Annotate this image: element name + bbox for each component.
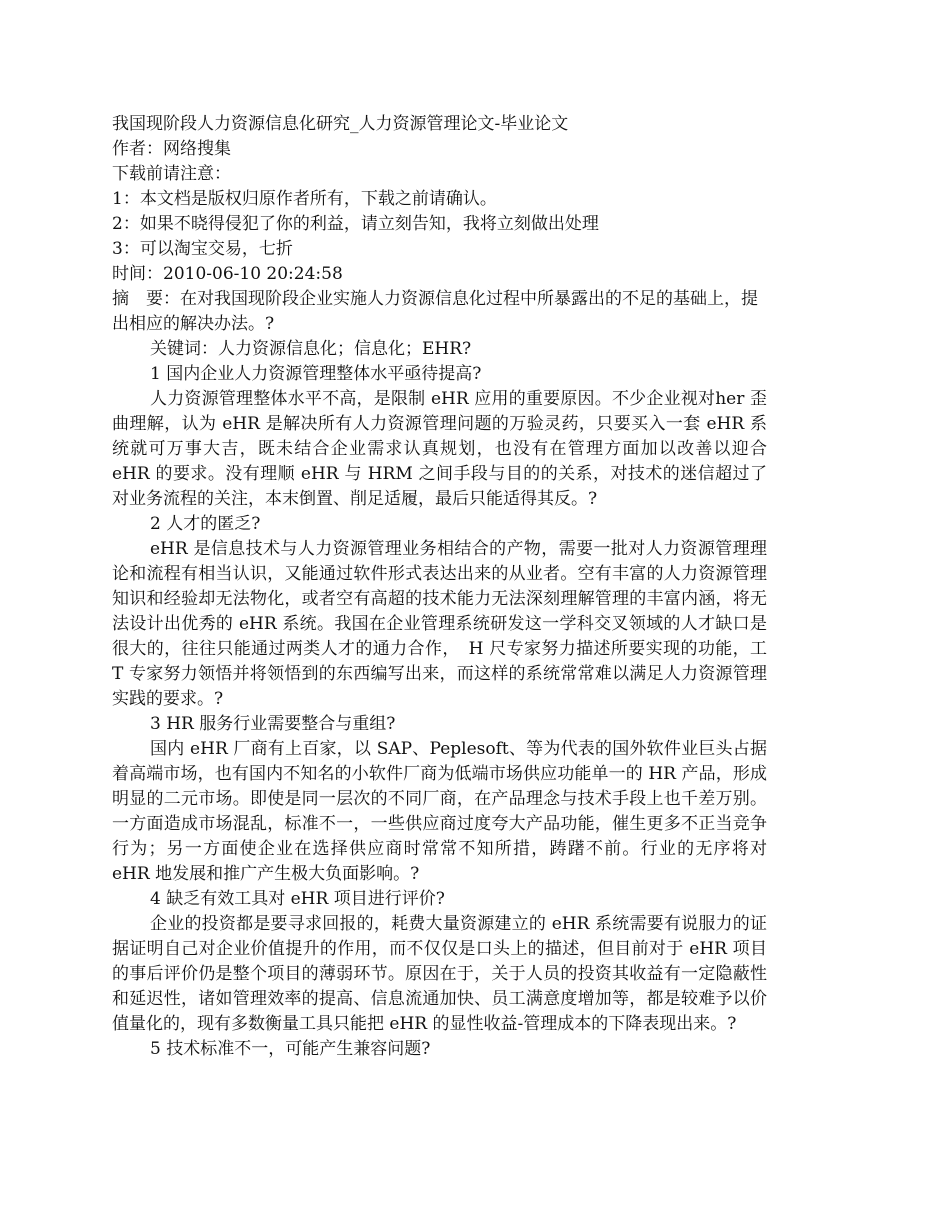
abstract: 摘 要：在对我国现阶段企业实施人力资源信息化过程中所暴露出的不足的基础上，提出相应的解决办法。? <box>112 289 758 334</box>
section-heading-1: 1 国内企业人力资源管理整体水平亟待提高? <box>150 364 482 384</box>
section-heading-4: 4 缺乏有效工具对 eHR 项目进行评价? <box>150 889 445 909</box>
section-body-4: 企业的投资都是要寻求回报的，耗费大量资源建立的 eHR 系统需要有说服力的证据证明自己对企业价值提升的作用，而不仅仅是口头上的描述，但目前对于 eHR 项目的事后评价仍是整个项目的薄弱环节。原因在于，关于人员的投资其收益有一定隐蔽性和延迟性，诸如管理效率的提高、信息流通加快、员工满意度增加等，都是较难予以价值量化的，现有多数衡量工具只能把 eHR 的显性收益-管理成本的下降表现出来。? <box>112 914 767 1034</box>
section-heading-5: 5 技术标准不一，可能产生兼容问题? <box>150 1039 431 1059</box>
keywords: 关键词：人力资源信息化；信息化；EHR? <box>150 339 472 359</box>
section-body-3: 国内 eHR 厂商有上百家，以 SAP、Peplesoft、等为代表的国外软件业巨头占据着高端市场，也有国内不知名的小软件厂商为低端市场供应功能单一的 HR 产品，形成明显的二元市场。即使是同一层次的不同厂商，在产品理念与技术手段上也千差万别。一方面造成市场混乱，标准不一，一些供应商过度夸大产品功能，催生更多不正当竞争行为；另一方面使企业在选择供应商时常常不知所措，踌躇不前。行业的无序将对 eHR 地发展和推广产生极大负面影响。? <box>112 739 767 884</box>
section-heading-3: 3 HR 服务行业需要整合与重组? <box>150 714 396 734</box>
author-line: 作者：网络搜集 <box>112 139 231 159</box>
document-page <box>112 112 767 1062</box>
section-heading-2: 2 人才的匿乏? <box>150 514 261 534</box>
document-title: 我国现阶段人力资源信息化研究_人力资源管理论文-毕业论文 <box>112 114 569 134</box>
notice-item-2: 2：如果不晓得侵犯了你的利益，请立刻告知，我将立刻做出处理 <box>112 214 599 234</box>
notice-heading: 下载前请注意： <box>112 164 231 184</box>
notice-item-3: 3：可以淘宝交易，七折 <box>112 239 293 259</box>
notice-item-1: 1：本文档是版权归原作者所有，下载之前请确认。 <box>112 189 497 209</box>
timestamp: 时间：2010-06-10 20:24:58 <box>112 264 343 284</box>
section-body-1: 人力资源管理整体水平不高，是限制 eHR 应用的重要原因。不少企业视对her 歪曲理解，认为 eHR 是解决所有人力资源管理问题的万验灵药，只要买入一套 eHR 系统就可万事大吉，既未结合企业需求认真规划，也没有在管理方面加以改善以迎合 eHR 的要求。没有理顺 eHR 与 HRM 之间手段与目的的关系，对技术的迷信超过了对业务流程的关注，本末倒置、削足适履，最后只能适得其反。? <box>112 389 767 509</box>
section-body-2: eHR 是信息技术与人力资源管理业务相结合的产物，需要一批对人力资源管理理论和流程有相当认识，又能通过软件形式表达出来的从业者。空有丰富的人力资源管理知识和经验却无法物化，或者空有高超的技术能力无法深刻理解管理的丰富内涵，将无法设计出优秀的 eHR 系统。我国在企业管理系统研发这一学科交叉领域的人才缺口是很大的，往往只能通过两类人才的通力合作， H 尺专家努力描述所要实现的功能，工 T 专家努力领悟并将领悟到的东西编写出来，而这样的系统常常难以满足人力资源管理实践的要求。? <box>112 539 767 709</box>
